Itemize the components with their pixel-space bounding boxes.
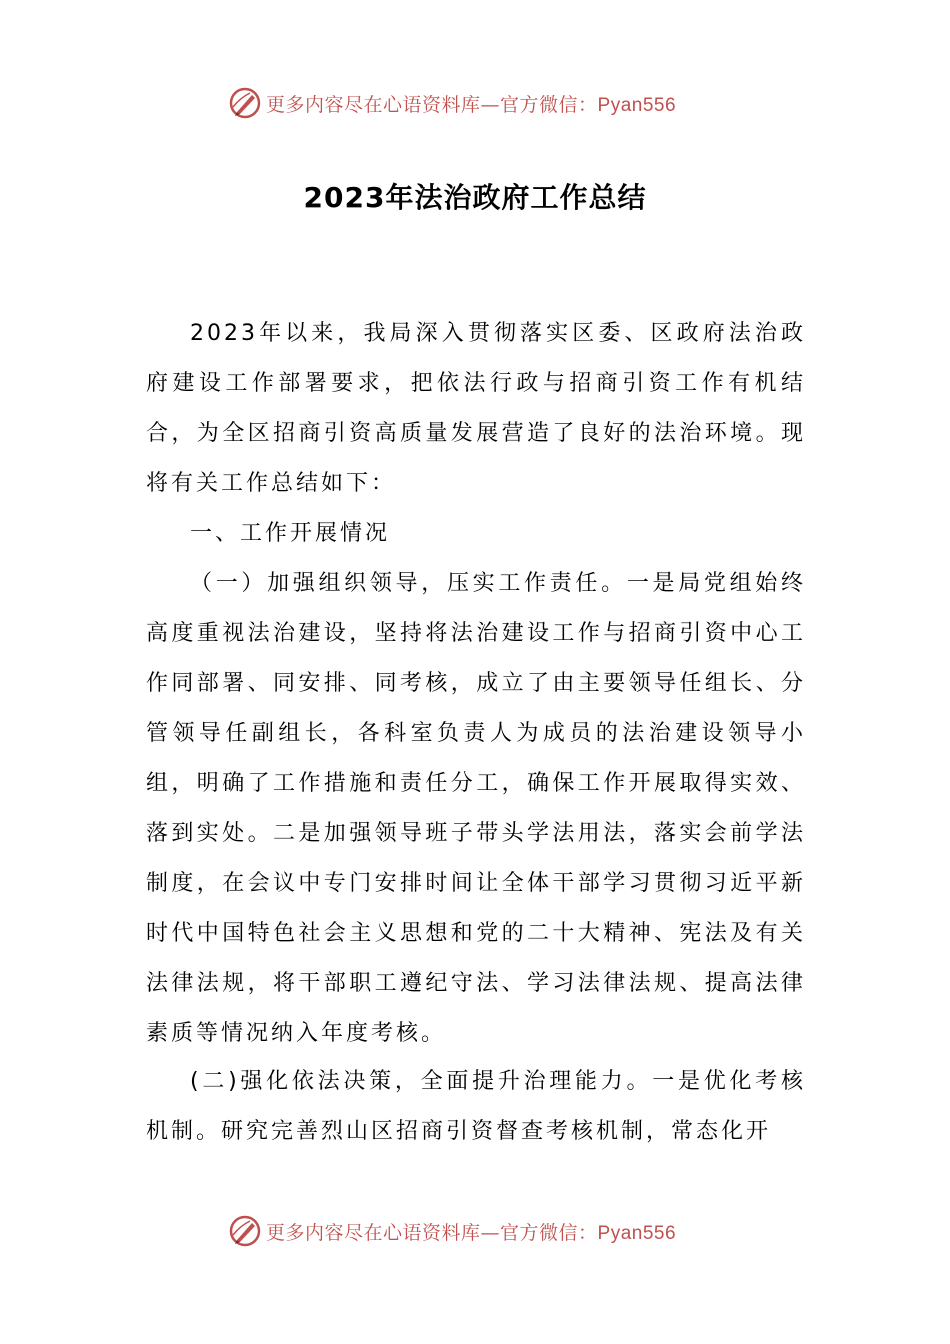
- paragraph-organization: [146, 559, 806, 1059]
- paragraph-decision: [146, 1057, 806, 1157]
- paragraph-text: (二)强化依法决策，全面提升治理能力。一是优化考核机制。研究完善烈山区招商引资督查考核机制，常态化开: [146, 1069, 806, 1144]
- section-heading: [146, 509, 806, 559]
- watermark-wechat-id: Pyan556: [597, 95, 677, 116]
- watermark-footer: [0, 1212, 950, 1252]
- pen-logo-icon: [228, 1214, 262, 1248]
- paragraph-text: （一）加强组织领导，压实工作责任。一是局党组始终高度重视法治建设，坚持将法治建设工作与招商引资中心工作同部署、同安排、同考核，成立了由主要领导任组长、分管领导任副组长，各科室负责人为成员的法治建设领导小组，明确了工作措施和责任分工，确保工作开展取得实效、落到实处。二是加强领导班子带头学法用法，落实会前学法制度，在会议中专门安排时间让全体干部学习贯彻习近平新时代中国特色社会主义思想和党的二十大精神、宪法及有关法律法规，将干部职工遵纪守法、学习法律法规、提高法律素质等情况纳入年度考核。: [146, 571, 806, 1046]
- paragraph-intro: [146, 309, 806, 509]
- pen-logo-icon: [228, 86, 262, 120]
- watermark-wechat-id: Pyan556: [597, 1223, 677, 1244]
- watermark-text: 更多内容尽在心语资料库—官方微信：: [266, 1222, 598, 1244]
- document-title: 2023年法治政府工作总结: [303, 181, 647, 214]
- section-heading-text: 一、工作开展情况: [190, 521, 391, 546]
- watermark-header: [0, 84, 950, 124]
- paragraph-text: 2023年以来，我局深入贯彻落实区委、区政府法治政府建设工作部署要求，把依法行政与招商引资工作有机结合，为全区招商引资高质量发展营造了良好的法治环境。现将有关工作总结如下：: [146, 321, 806, 496]
- watermark-text: 更多内容尽在心语资料库—官方微信：: [266, 94, 598, 116]
